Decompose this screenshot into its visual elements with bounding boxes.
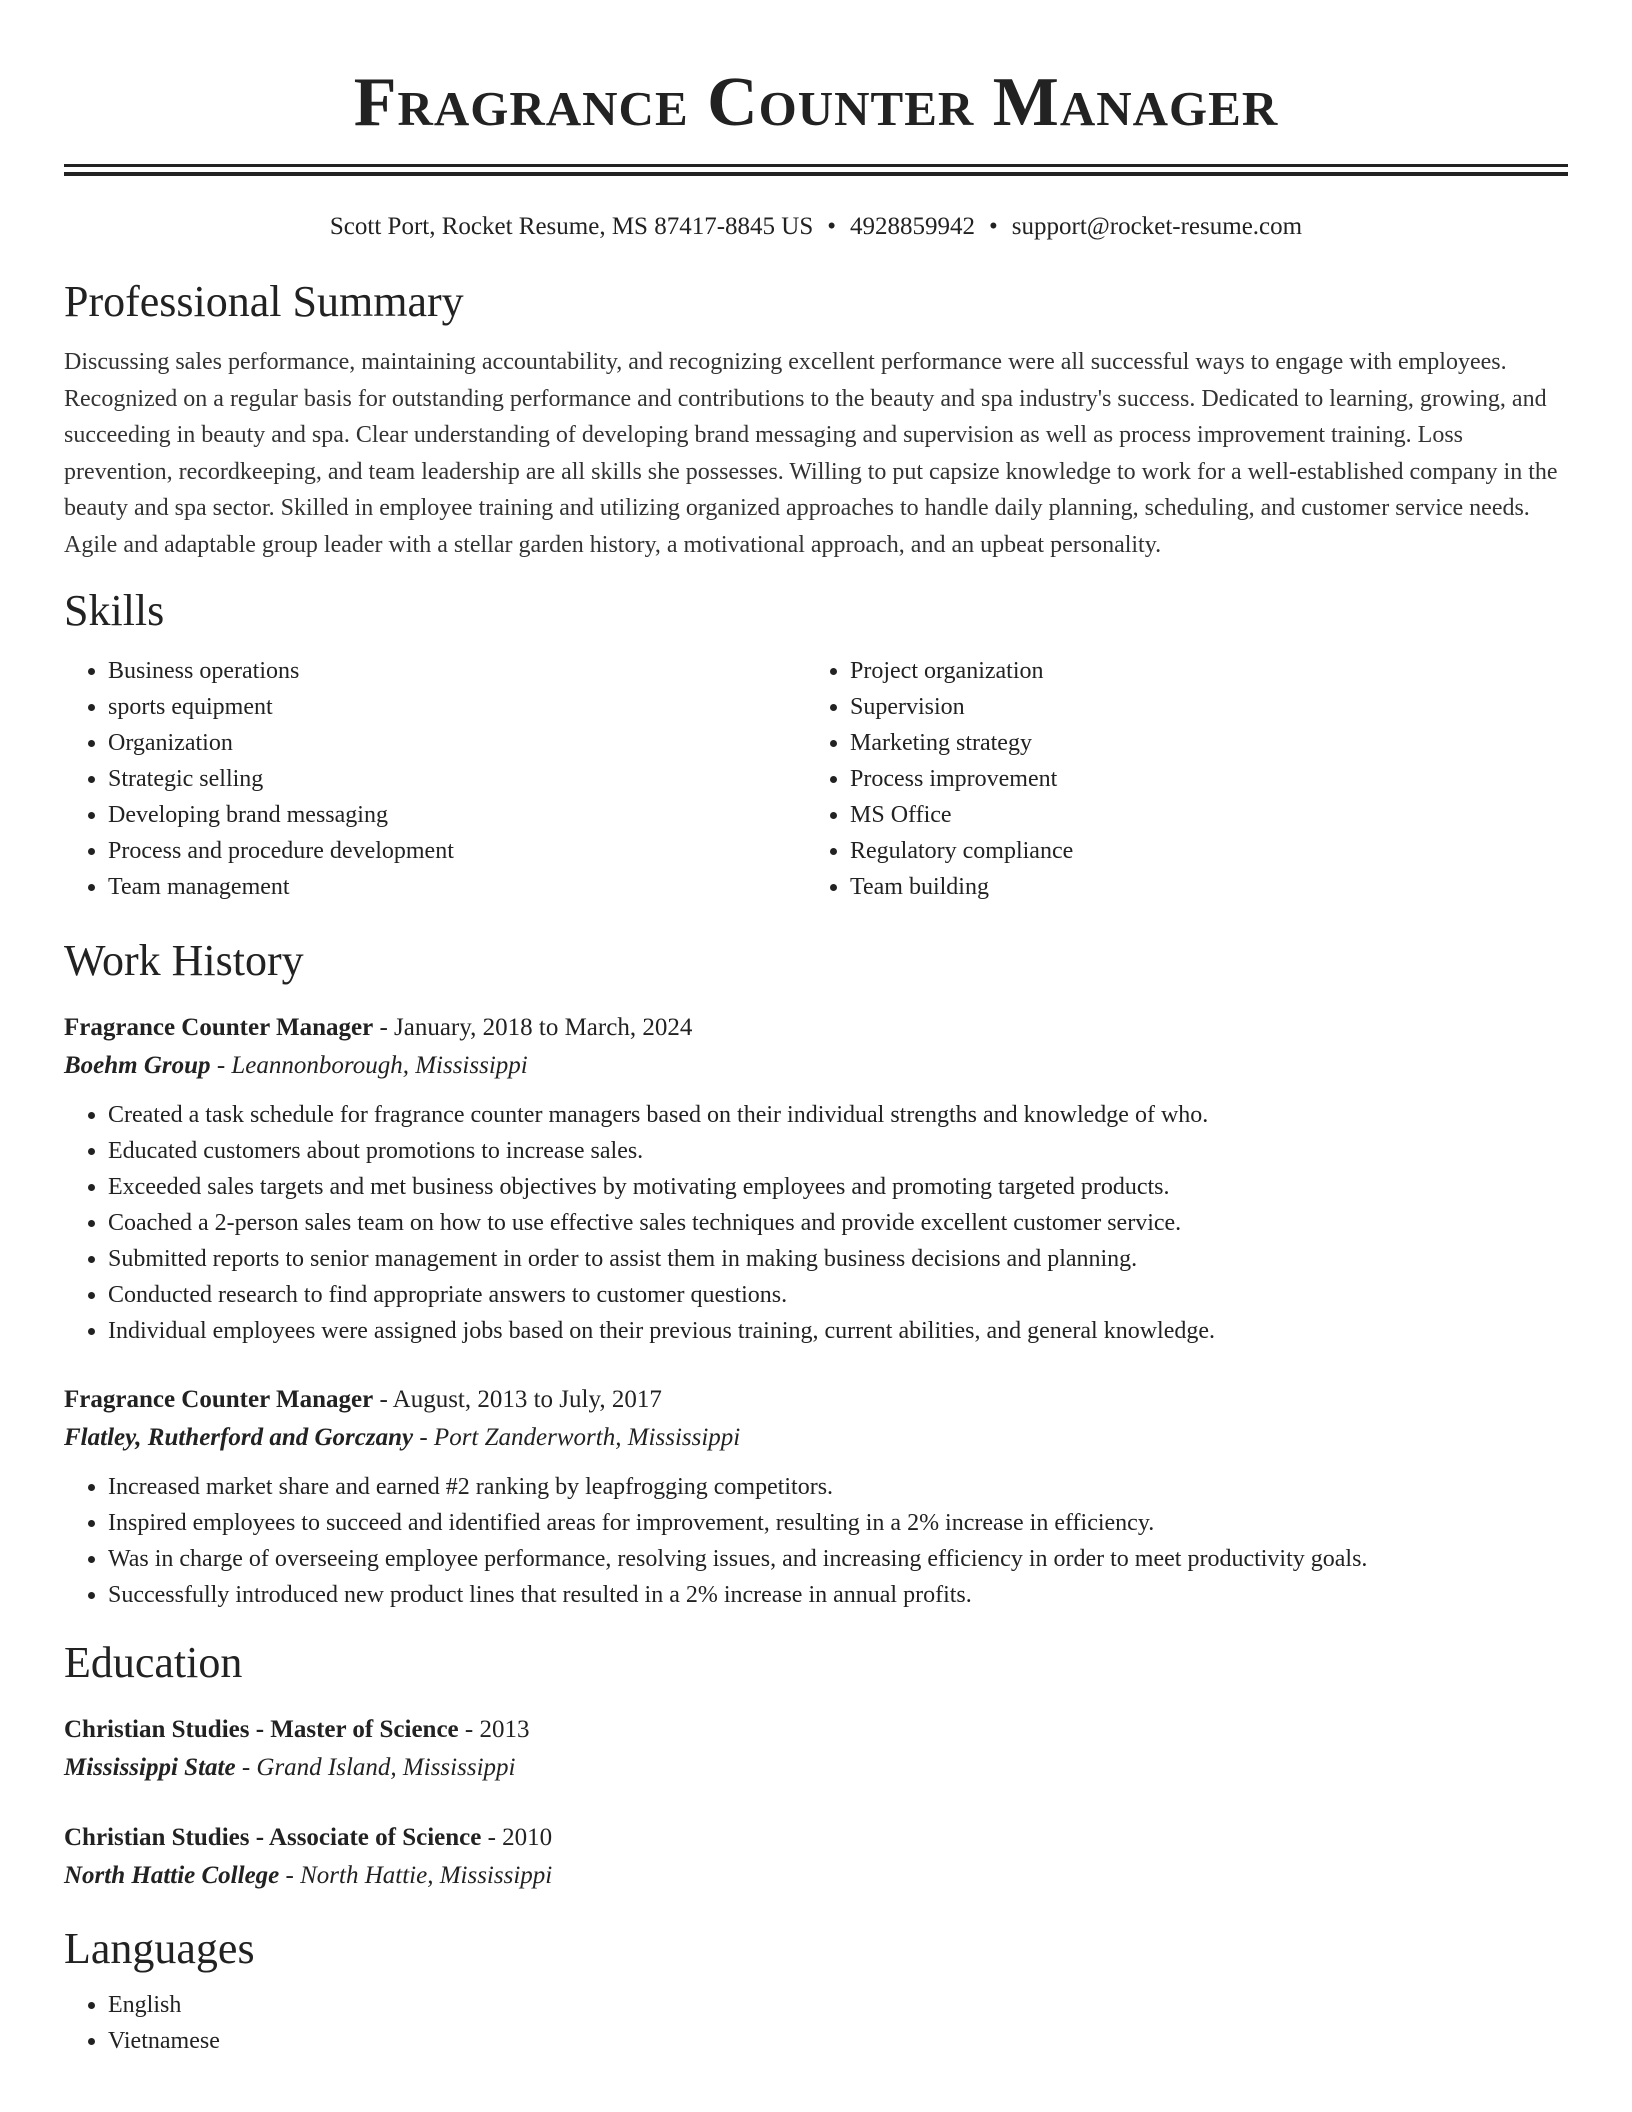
job-bullet: • Educated customers about promotions to increase sales. — [108, 1133, 1568, 1169]
job-title: Fragrance Counter Manager — [64, 1014, 374, 1041]
job-location: - Port Zanderworth, Mississippi — [413, 1424, 741, 1451]
job-bullets — [64, 1469, 1568, 1613]
education-year: - 2013 — [458, 1716, 530, 1743]
education-school-line — [64, 1857, 1568, 1895]
education-title-line — [64, 1819, 1568, 1857]
education-title-line — [64, 1711, 1568, 1749]
contact-separator: • — [827, 213, 837, 240]
contact-address: Scott Port, Rocket Resume, MS 87417-8845 US — [329, 213, 814, 240]
skill-item: • sports equipment — [108, 689, 806, 725]
skill-item: • Marketing strategy — [850, 725, 1548, 761]
job-bullet: • Was in charge of overseeing employee performance, resolving issues, and increasing efficiency in order to meet productivity goals. — [108, 1541, 1568, 1577]
job-location: - Leannonborough, Mississippi — [210, 1052, 528, 1079]
education-degree: Christian Studies - Master of Science — [64, 1716, 459, 1743]
education-entry — [64, 1819, 1568, 1895]
job-bullet: • Inspired employees to succeed and identified areas for improvement, resulting in a 2% increase in efficiency. — [108, 1505, 1568, 1541]
skill-item: • Supervision — [850, 689, 1548, 725]
section-heading-summary: Professional Summary — [64, 277, 464, 326]
skill-item: • Organization — [108, 725, 806, 761]
skills-list — [64, 653, 1568, 905]
job-bullet: • Coached a 2-person sales team on how to use effective sales techniques and provide excellent customer service. — [108, 1205, 1568, 1241]
job-bullet: • Increased market share and earned #2 ranking by leapfrogging competitors. — [108, 1469, 1568, 1505]
education-location: - Grand Island, Mississippi — [235, 1754, 516, 1781]
skill-item: • Developing brand messaging — [108, 797, 806, 833]
education-degree: Christian Studies - Associate of Science — [64, 1824, 482, 1851]
education-entry — [64, 1711, 1568, 1787]
skills-column-right — [806, 653, 1548, 905]
job-title: Fragrance Counter Manager — [64, 1386, 374, 1413]
job-company: Boehm Group — [64, 1052, 211, 1079]
job-bullet: • Successfully introduced new product lines that resulted in a 2% increase in annual profits. — [108, 1577, 1568, 1613]
job-dates: - August, 2013 to July, 2017 — [373, 1386, 662, 1413]
skill-item: • Project organization — [850, 653, 1548, 689]
job-bullet: • Exceeded sales targets and met business objectives by motivating employees and promoting targeted products. — [108, 1169, 1568, 1205]
job-entry — [64, 1381, 1568, 1613]
job-bullets — [64, 1097, 1568, 1349]
skill-item: • Process and procedure development — [108, 833, 806, 869]
contact-email: support@rocket-resume.com — [1011, 213, 1303, 240]
skill-item: • Team management — [108, 869, 806, 905]
languages-list — [64, 1987, 1568, 2059]
section-heading-education: Education — [64, 1638, 243, 1687]
section-heading-work-history: Work History — [64, 936, 304, 985]
title-divider-top — [64, 164, 1568, 167]
job-bullet: • Conducted research to find appropriate answers to customer questions. — [108, 1277, 1568, 1313]
job-bullet: • Submitted reports to senior management in order to assist them in making business decisions and planning. — [108, 1241, 1568, 1277]
skill-item: • Process improvement — [850, 761, 1548, 797]
skill-item: • MS Office — [850, 797, 1548, 833]
job-title-line — [64, 1009, 1568, 1047]
education-school: Mississippi State — [64, 1754, 236, 1781]
resume-title: Fragrance Counter Manager — [353, 64, 1279, 141]
job-bullet: • Individual employees were assigned jobs based on their previous training, current abilities, and general knowledge. — [108, 1313, 1568, 1349]
skill-item: • Business operations — [108, 653, 806, 689]
education-school-line — [64, 1749, 1568, 1787]
section-heading-languages: Languages — [64, 1924, 255, 1973]
skill-item: • Regulatory compliance — [850, 833, 1548, 869]
skill-item: • Team building — [850, 869, 1548, 905]
education-year: - 2010 — [481, 1824, 553, 1851]
education-school: North Hattie College — [64, 1862, 280, 1889]
title-divider-bottom — [64, 172, 1568, 176]
contact-separator: • — [989, 213, 998, 240]
job-bullet: • Created a task schedule for fragrance counter managers based on their individual strengths and knowledge of who. — [108, 1097, 1568, 1133]
job-company-line — [64, 1419, 1568, 1457]
summary-text: Discussing sales performance, maintaining accountability, and recognizing excellent performance were all successful ways to engage with employees. Recognized on a regular basis for outstanding performance and contributions to the beauty and spa industry's success. Dedicated to learning, growing, and succeeding in beauty and spa. Clear understanding of developing brand messaging and supervision as well as process improvement training. Loss prevention, recordkeeping, and team leadership are all skills she possesses. Willing to put capsize knowledge to work for a well-established company in the beauty and spa sector. Skilled in employee training and utilizing organized approaches to handle daily planning, scheduling, and customer service needs. Agile and adaptable group leader with a stellar garden history, a motivational approach, and an upbeat personality. — [64, 349, 1558, 558]
job-company-line — [64, 1047, 1568, 1085]
skills-column-left — [64, 653, 806, 905]
job-title-line — [64, 1381, 1568, 1419]
language-item: • Vietnamese — [108, 2023, 1568, 2059]
education-location: - North Hattie, Mississippi — [279, 1862, 553, 1889]
job-dates: - January, 2018 to March, 2024 — [373, 1014, 693, 1041]
contact-phone: 4928859942 — [850, 213, 976, 240]
job-company: Flatley, Rutherford and Gorczany — [64, 1424, 414, 1451]
job-entry — [64, 1009, 1568, 1349]
language-item: • English — [108, 1987, 1568, 2023]
section-heading-skills: Skills — [64, 586, 165, 635]
skill-item: • Strategic selling — [108, 761, 806, 797]
contact-line — [64, 212, 1568, 242]
